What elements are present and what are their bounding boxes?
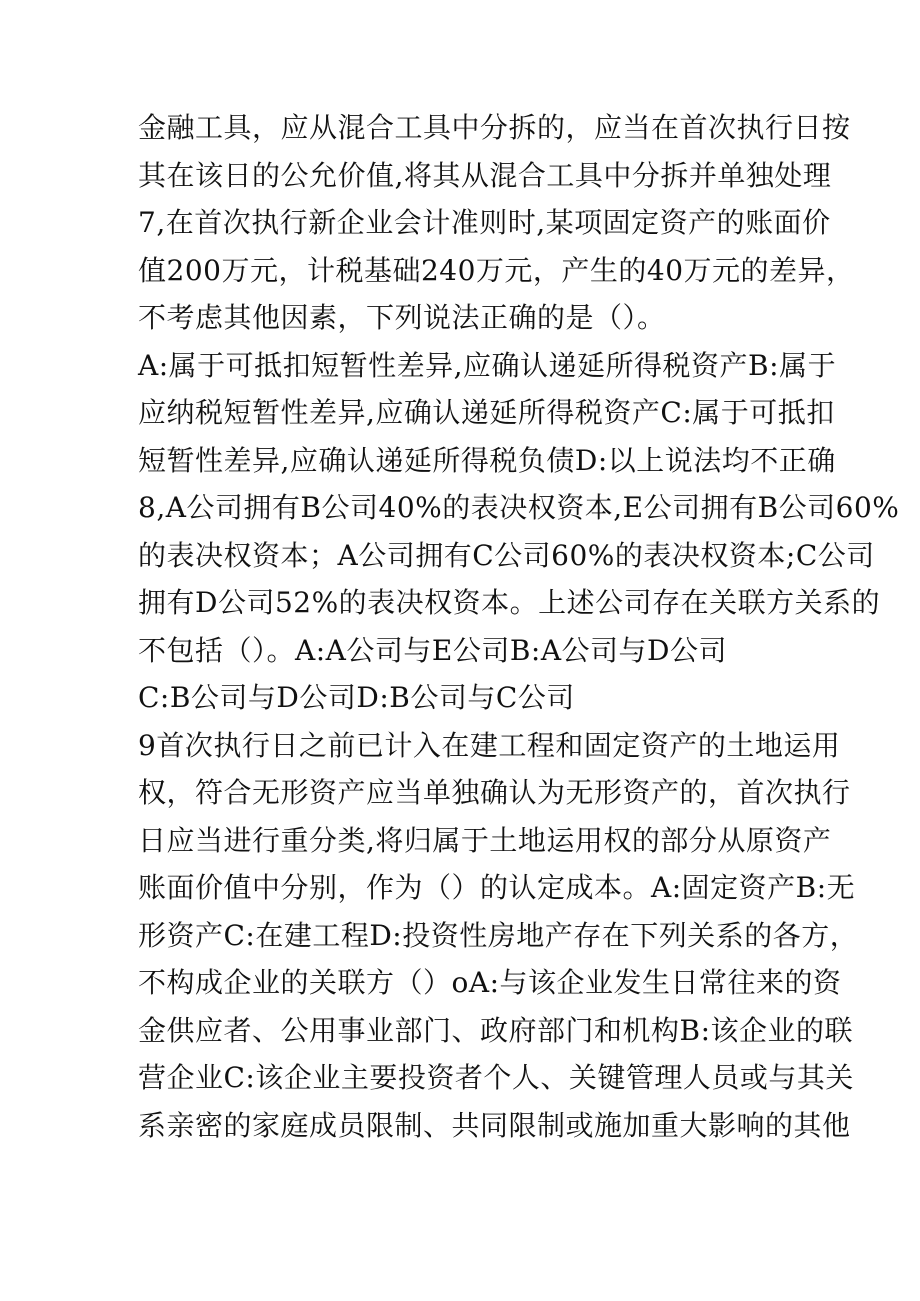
- text-line: 营企业C:该企业主要投资者个人、关键管理人员或与其关: [138, 1061, 854, 1094]
- text-line: 7,在首次执行新企业会计准则时,某项固定资产的账面价: [138, 206, 831, 239]
- text-line: 权，符合无形资产应当单独确认为无形资产的，首次执行: [138, 776, 851, 809]
- text-line: 形资产C:在建工程D:投资性房地产存在下列关系的各方，: [138, 918, 859, 952]
- text-line: 金供应者、公用事业部门、政府部门和机构B:该企业的联: [138, 1013, 854, 1047]
- text-line: 8,A公司拥有B公司40%的表决权资本,E公司拥有B公司60%: [138, 491, 900, 524]
- text-line: 拥有D公司52%的表决权资本。上述公司存在关联方关系的: [138, 586, 881, 619]
- text-line: 日应当进行重分类,将归属于土地运用权的部分从原资产: [138, 823, 832, 857]
- text-line: 值200万元，计税基础240万元，产生的40万元的差异，: [138, 253, 855, 287]
- body-text: [138, 104, 900, 1149]
- text-line: 短暂性差异,应确认递延所得税负债D:以上说法均不正确: [138, 443, 836, 477]
- text-line: 不构成企业的关联方（）oA:与该企业发生日常往来的资: [138, 966, 842, 999]
- text-line: 其在该日的公允价值,将其从混合工具中分拆并单独处理: [138, 158, 832, 192]
- text-line: 系亲密的家庭成员限制、共同限制或施加重大影响的其他: [138, 1108, 851, 1142]
- text-line: 应纳税短暂性差异,应确认递延所得税资产C:属于可抵扣: [138, 396, 835, 429]
- text-line: 不考虑其他因素，下列说法正确的是（）。: [138, 301, 666, 334]
- text-line: 的表决权资本；A公司拥有C公司60%的表决权资本;C公司: [138, 538, 875, 572]
- text-line: 不包括（）。A:A公司与E公司B:A公司与D公司: [138, 633, 727, 667]
- text-line: 金融工具，应从混合工具中分拆的，应当在首次执行日按: [138, 111, 851, 144]
- text-line: C:B公司与D公司D:B公司与C公司: [138, 681, 575, 714]
- text-line: 9首次执行日之前已计入在建工程和固定资产的土地运用: [138, 728, 841, 762]
- text-line: A:属于可抵扣短暂性差异,应确认递延所得税资产B:属于: [138, 348, 837, 382]
- text-line: 账面价值中分别，作为（）的认定成本。A:固定资产B:无: [138, 871, 856, 904]
